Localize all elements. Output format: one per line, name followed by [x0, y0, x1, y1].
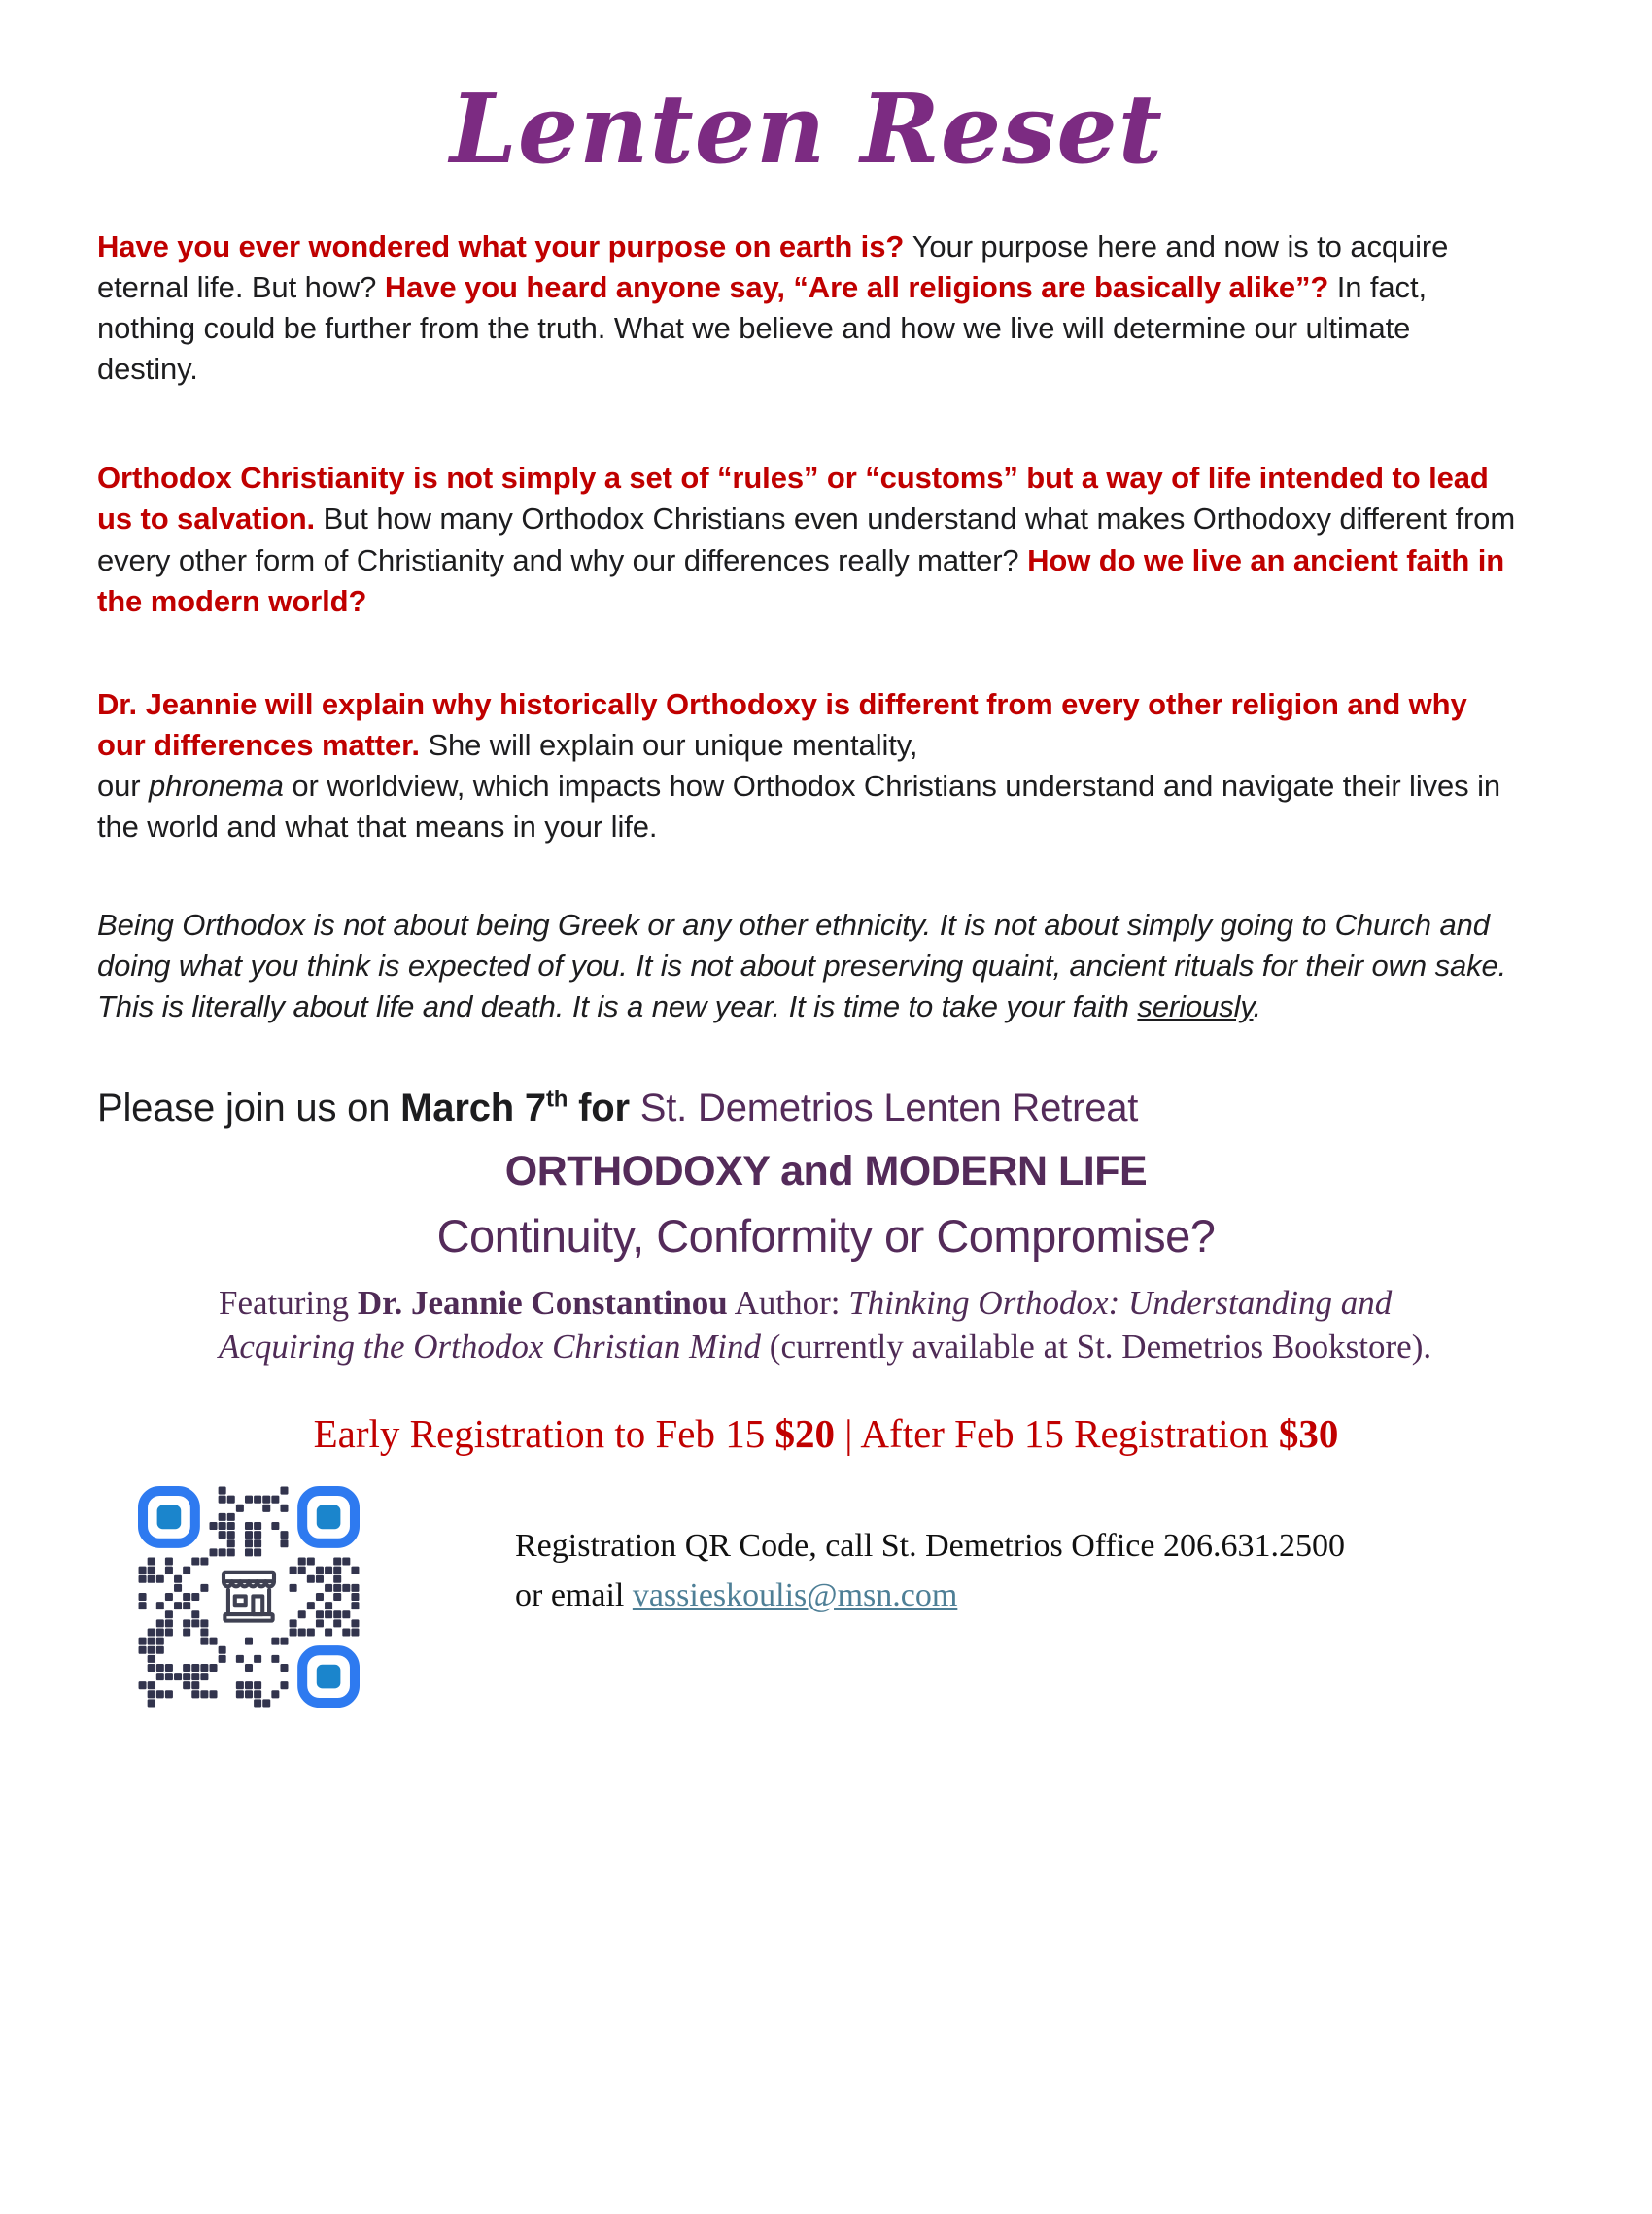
qr-module — [183, 1566, 190, 1574]
qr-module — [156, 1637, 164, 1644]
text-run: Early Registration to Feb 15 — [313, 1410, 775, 1456]
qr-module — [139, 1645, 147, 1653]
text-run: Thinking Orthodox: Understanding and Acquiring the Orthodox Christian Mind — [219, 1284, 1393, 1366]
qr-module — [210, 1637, 218, 1644]
qr-module — [148, 1681, 155, 1689]
text-run: th — [545, 1086, 568, 1113]
qr-module — [333, 1610, 341, 1618]
qr-module — [148, 1699, 155, 1707]
qr-module — [245, 1681, 253, 1689]
qr-module — [342, 1610, 350, 1618]
qr-module — [333, 1557, 341, 1565]
qr-module — [245, 1664, 253, 1672]
text-run: Please join us on — [97, 1087, 401, 1130]
qr-module — [227, 1531, 235, 1539]
qr-module — [191, 1619, 199, 1627]
qr-module — [227, 1495, 235, 1503]
text-run: $30 — [1278, 1410, 1339, 1456]
qr-module — [325, 1628, 332, 1636]
qr-code-graphic — [138, 1486, 360, 1708]
qr-module — [139, 1602, 147, 1609]
qr-module — [271, 1522, 279, 1530]
text-run: | After Feb 15 Registration — [834, 1410, 1279, 1456]
text-run: How do we live an ancient faith in the modern world? — [97, 542, 1505, 618]
intro-paragraph-2 — [97, 458, 1516, 622]
qr-module — [333, 1574, 341, 1582]
qr-module — [271, 1654, 279, 1662]
text-run: Author: — [727, 1284, 849, 1323]
qr-module — [139, 1637, 147, 1644]
qr-module — [156, 1602, 164, 1609]
contact-text — [515, 1486, 1345, 1620]
qr-module — [174, 1574, 182, 1582]
text-run: seriously — [1137, 988, 1254, 1023]
qr-module — [191, 1681, 199, 1689]
invite-line — [97, 1084, 1555, 1132]
qr-module — [254, 1531, 261, 1539]
qr-module — [156, 1690, 164, 1698]
qr-module — [342, 1557, 350, 1565]
qr-module — [290, 1619, 297, 1627]
qr-module — [245, 1495, 253, 1503]
qr-module — [254, 1690, 261, 1698]
qr-module — [165, 1619, 173, 1627]
qr-module — [307, 1602, 315, 1609]
qr-icon-backing — [210, 1557, 288, 1635]
intro-paragraph-1 — [97, 226, 1516, 391]
qr-module — [165, 1557, 173, 1565]
qr-module — [174, 1673, 182, 1680]
qr-module — [200, 1628, 208, 1636]
qr-module — [174, 1583, 182, 1591]
qr-module — [351, 1602, 359, 1609]
text-run: Being Orthodox is not about being Greek or any other ethnicity. It is not about simply going to Church and doing what you think is expected of you. It is not about preserving quaint, ancient rituals for their own sake. This is literally about life and death. It is a new year. It is time to take your faith — [97, 907, 1507, 1023]
qr-module — [298, 1557, 306, 1565]
qr-finder-top-left — [143, 1491, 195, 1543]
qr-module — [165, 1628, 173, 1636]
qr-module — [210, 1664, 218, 1672]
text-run: Orthodox Christianity is not simply a set of “rules” or “customs” but a way of life intended to lead us to salvation. — [97, 461, 1489, 536]
qr-module — [148, 1628, 155, 1636]
qr-module — [165, 1690, 173, 1698]
qr-module — [298, 1610, 306, 1618]
qr-module — [219, 1495, 226, 1503]
qr-module — [271, 1637, 279, 1644]
qr-module — [351, 1619, 359, 1627]
qr-module — [342, 1628, 350, 1636]
qr-module — [351, 1628, 359, 1636]
qr-module — [148, 1637, 155, 1644]
qr-module — [245, 1690, 253, 1698]
qr-module — [351, 1566, 359, 1574]
italic-paragraph — [97, 905, 1516, 1027]
text-run: Have you ever wondered what your purpose on earth is? — [97, 228, 912, 263]
text-run: Dr. Jeannie will explain why historically Orthodoxy is different from every other religion and why our differences matter. — [97, 686, 1467, 763]
qr-module — [200, 1583, 208, 1591]
qr-module — [200, 1619, 208, 1627]
qr-module — [183, 1628, 190, 1636]
text-run: Featuring — [219, 1284, 358, 1323]
qr-module — [219, 1531, 226, 1539]
qr-module — [200, 1637, 208, 1644]
qr-module — [316, 1593, 324, 1601]
qr-module — [139, 1574, 147, 1582]
qr-module — [290, 1566, 297, 1574]
qr-module — [183, 1664, 190, 1672]
qr-module — [254, 1539, 261, 1547]
qr-module — [280, 1681, 288, 1689]
qr-module — [156, 1628, 164, 1636]
retreat-title: ORTHODOXY and MODERN LIFE — [504, 1148, 1148, 1195]
text-run: Dr. Jeannie Constantinou — [357, 1284, 728, 1323]
qr-module — [307, 1557, 315, 1565]
qr-module — [333, 1619, 341, 1627]
qr-module — [183, 1593, 190, 1601]
qr-module — [290, 1628, 297, 1636]
qr-module — [183, 1602, 190, 1609]
qr-module — [148, 1664, 155, 1672]
qr-module — [325, 1566, 332, 1574]
text-run: Registration QR Code, call St. Demetrios Office 206.631.2500 — [515, 1527, 1345, 1564]
qr-module — [139, 1593, 147, 1601]
featuring-text — [219, 1282, 1463, 1369]
qr-module — [156, 1664, 164, 1672]
qr-module — [210, 1522, 218, 1530]
qr-module — [165, 1664, 173, 1672]
qr-module — [219, 1645, 226, 1653]
qr-module — [156, 1645, 164, 1653]
text-run: for — [568, 1087, 640, 1130]
text-run: $20 — [774, 1410, 835, 1456]
text-run: our — [97, 769, 150, 804]
qr-finder-top-right — [302, 1491, 355, 1543]
qr-module — [200, 1557, 208, 1565]
qr-module — [156, 1574, 164, 1582]
qr-module — [290, 1583, 297, 1591]
qr-module — [191, 1610, 199, 1618]
qr-module — [351, 1593, 359, 1601]
qr-module — [183, 1673, 190, 1680]
qr-module — [271, 1690, 279, 1698]
qr-module — [254, 1681, 261, 1689]
qr-module — [191, 1664, 199, 1672]
qr-module — [298, 1628, 306, 1636]
text-run: or email — [515, 1576, 633, 1613]
qr-module — [165, 1593, 173, 1601]
qr-module — [245, 1637, 253, 1644]
qr-module — [200, 1690, 208, 1698]
text-run: But how many Orthodox Christians even understand what makes Orthodoxy different from every other form of Christianity and why our differences really matter? — [97, 502, 1516, 577]
qr-module — [245, 1522, 253, 1530]
qr-module — [316, 1619, 324, 1627]
qr-module — [236, 1690, 244, 1698]
qr-module — [139, 1566, 147, 1574]
qr-module — [316, 1574, 324, 1582]
qr-module — [183, 1681, 190, 1689]
speaker-paragraph — [97, 684, 1516, 848]
qr-module — [351, 1583, 359, 1591]
qr-finder-bottom-right — [302, 1650, 355, 1703]
qr-module — [280, 1637, 288, 1644]
qr-module — [262, 1495, 270, 1503]
qr-module — [191, 1673, 199, 1680]
qr-module — [200, 1664, 208, 1672]
qr-module — [245, 1548, 253, 1556]
qr-module — [139, 1681, 147, 1689]
qr-module — [280, 1486, 288, 1494]
qr-module — [254, 1522, 261, 1530]
qr-module — [183, 1619, 190, 1627]
text-run: or worldview, which impacts how Orthodox Christians understand and navigate their lives in the world and what that means in your life. — [97, 769, 1501, 845]
qr-module — [245, 1531, 253, 1539]
qr-module — [307, 1574, 315, 1582]
text-run: She will explain our unique mentality, — [428, 728, 918, 763]
qr-module — [262, 1504, 270, 1511]
qr-module — [191, 1557, 199, 1565]
qr-module — [280, 1539, 288, 1547]
qr-module — [148, 1654, 155, 1662]
qr-module — [262, 1699, 270, 1707]
qr-module — [333, 1583, 341, 1591]
qr-module — [236, 1681, 244, 1689]
text-run: . — [1253, 988, 1262, 1023]
qr-module — [254, 1495, 261, 1503]
qr-module — [165, 1673, 173, 1680]
qr-module — [254, 1699, 261, 1707]
qr-module — [148, 1574, 155, 1582]
qr-module — [254, 1654, 261, 1662]
text-run: Your purpose here and now is to acquire eternal life. But how? — [97, 228, 1449, 304]
qr-module — [200, 1673, 208, 1680]
qr-section — [97, 1486, 1555, 1708]
text-run: St. Demetrios Lenten Retreat — [639, 1087, 1139, 1130]
qr-module — [245, 1539, 253, 1547]
qr-module — [316, 1566, 324, 1574]
qr-module — [254, 1548, 261, 1556]
text-run: phronema — [149, 769, 284, 804]
qr-module — [165, 1566, 173, 1574]
flyer-page — [0, 76, 1652, 1708]
qr-module — [271, 1495, 279, 1503]
qr-module — [148, 1557, 155, 1565]
qr-module — [174, 1602, 182, 1609]
qr-module — [333, 1593, 341, 1601]
qr-module — [227, 1539, 235, 1547]
text-run: March 7 — [400, 1087, 546, 1130]
qr-module — [148, 1690, 155, 1698]
qr-module — [333, 1566, 341, 1574]
qr-module — [156, 1673, 164, 1680]
qr-module — [227, 1522, 235, 1530]
qr-module — [219, 1522, 226, 1530]
qr-module — [210, 1690, 218, 1698]
qr-module — [219, 1654, 226, 1662]
qr-module — [236, 1504, 244, 1511]
qr-module — [280, 1531, 288, 1539]
qr-module — [191, 1593, 199, 1601]
qr-module — [219, 1486, 226, 1494]
qr-module — [342, 1583, 350, 1591]
qr-module — [156, 1619, 164, 1627]
qr-module — [165, 1610, 173, 1618]
qr-module — [325, 1610, 332, 1618]
qr-module — [307, 1628, 315, 1636]
pricing-line — [97, 1410, 1555, 1457]
text-run: (currently available at St. Demetrios Bookstore). — [761, 1327, 1432, 1366]
retreat-subtitle: Continuity, Conformity or Compromise? — [436, 1210, 1216, 1263]
qr-module — [148, 1645, 155, 1653]
qr-module — [191, 1690, 199, 1698]
qr-module — [325, 1602, 332, 1609]
qr-module — [236, 1654, 244, 1662]
qr-module — [280, 1664, 288, 1672]
qr-module — [280, 1504, 288, 1511]
qr-module — [325, 1583, 332, 1591]
qr-module — [210, 1548, 218, 1556]
qr-module — [219, 1548, 226, 1556]
qr-module — [227, 1548, 235, 1556]
email-link[interactable]: vassieskoulis@msn.com — [632, 1576, 958, 1613]
text-run: In fact, nothing could be further from the truth. What we believe and how we live will determine our ultimate destiny. — [97, 269, 1427, 387]
qr-module — [148, 1566, 155, 1574]
qr-module — [316, 1610, 324, 1618]
qr-module — [298, 1566, 306, 1574]
qr-module — [219, 1513, 226, 1521]
qr-module — [227, 1513, 235, 1521]
page-title: Lenten Reset — [449, 74, 1164, 186]
text-run: Have you heard anyone say, “Are all religions are basically alike”? — [384, 269, 1337, 304]
registration-qr-code — [138, 1486, 360, 1708]
